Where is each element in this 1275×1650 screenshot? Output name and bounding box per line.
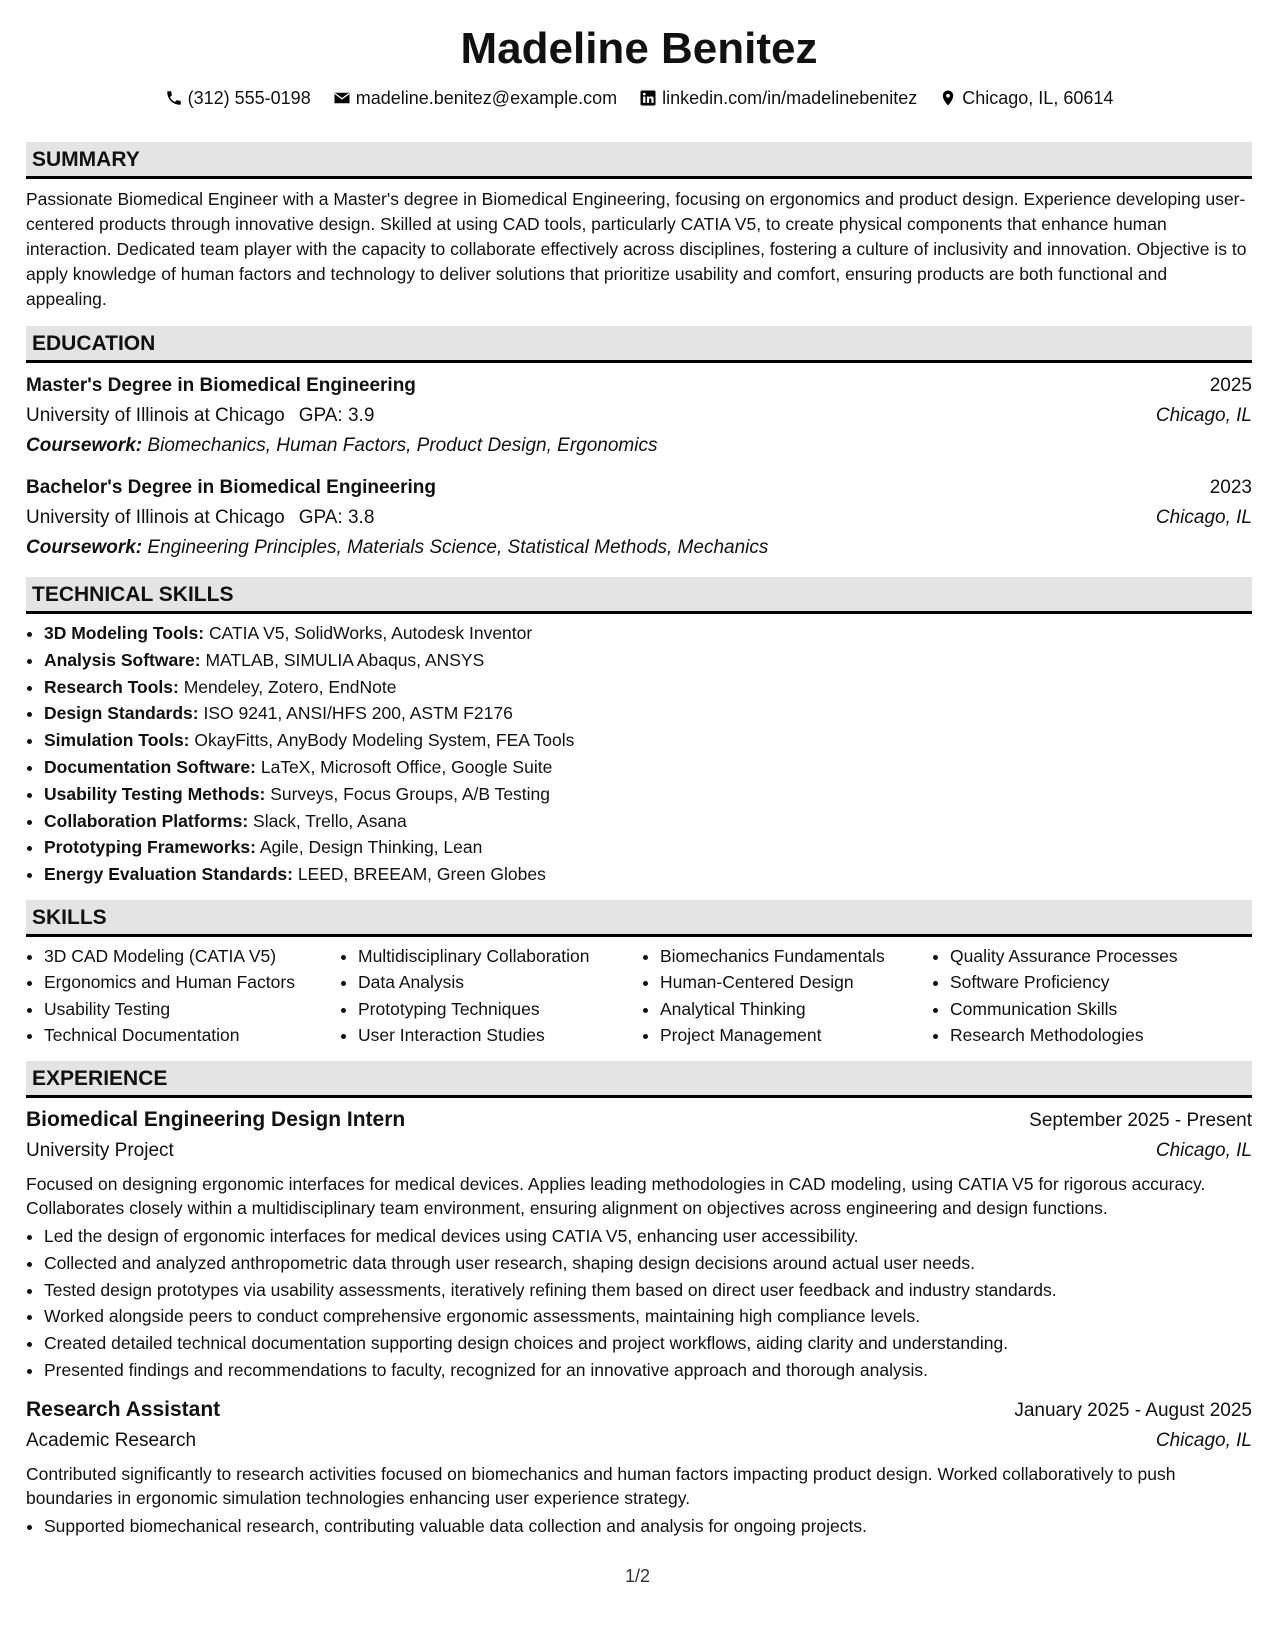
coursework	[26, 431, 1252, 461]
list-item	[44, 834, 1252, 861]
map-pin-icon	[939, 89, 957, 107]
skill-category: Research Tools:	[44, 676, 179, 697]
school-line	[26, 401, 374, 431]
skill-values: LaTeX, Microsoft Office, Google Suite	[255, 756, 553, 777]
skill-category: Collaboration Platforms:	[44, 810, 249, 831]
school-location: Chicago, IL	[1155, 507, 1252, 528]
list-item: • Ergonomics and Human Factors	[44, 969, 340, 996]
degree-year: 2023	[1209, 477, 1252, 498]
job-org: Academic Research	[26, 1429, 197, 1451]
degree-year: 2025	[1209, 375, 1252, 396]
skill-category: Usability Testing Methods:	[44, 783, 266, 804]
skill-values: Agile, Design Thinking, Lean	[255, 837, 483, 858]
experience-section	[26, 1061, 1252, 1540]
job-title: Biomedical Engineering Design Intern	[26, 1107, 406, 1131]
experience-entry	[26, 1394, 1252, 1540]
skill-values: CATIA V5, SolidWorks, Autodesk Inventor	[204, 623, 533, 643]
list-item: • Usability Testing	[44, 996, 340, 1023]
skill-category: 3D Modeling Tools:	[44, 623, 205, 643]
page-number: 1/2	[624, 1566, 651, 1586]
list-item: • Technical Documentation	[44, 1022, 340, 1049]
job-description: Contributed significantly to research activities focused on biomechanics and human factors impacting product design. Worked collaboratively to push boundaries in ergonomic simulation technologies enhancing user experience strategy.	[26, 1463, 1176, 1509]
education-entry	[26, 473, 1252, 563]
education-entry	[26, 371, 1252, 461]
skill-values: OkayFitts, AnyBody Modeling System, FEA Tools	[189, 730, 575, 751]
list-item: • Worked alongside peers to conduct comprehensive ergonomic assessments, maintaining high compliance levels.	[44, 1303, 1252, 1330]
contact-linkedin[interactable]	[639, 88, 917, 109]
list-item: • Quality Assurance Processes	[950, 943, 1250, 970]
linkedin-icon	[639, 89, 657, 107]
skill-category: Energy Evaluation Standards:	[44, 864, 293, 885]
list-item: • Created detailed technical documentation supporting design choices and project workflows, aiding clarity and understanding.	[44, 1330, 1252, 1357]
skill-values: Mendeley, Zotero, EndNote	[178, 676, 397, 697]
list-item: • Prototyping Techniques	[358, 996, 642, 1023]
summary-heading: SUMMARY	[26, 142, 1252, 179]
list-item: • Supported biomechanical research, contributing valuable data collection and analysis for ongoing projects.	[44, 1513, 1252, 1540]
contact-bar	[26, 86, 1252, 110]
candidate-name: Madeline Benitez	[460, 24, 818, 73]
coursework-label: Coursework:	[26, 537, 143, 558]
list-item: • Human-Centered Design	[660, 969, 932, 996]
coursework	[26, 533, 1252, 563]
skill-values: Slack, Trello, Asana	[248, 810, 407, 831]
envelope-icon	[333, 89, 351, 107]
list-item: • Biomechanics Fundamentals	[660, 943, 932, 970]
skills-grid	[26, 943, 1252, 1049]
list-item: • User Interaction Studies	[358, 1022, 642, 1049]
coursework-list: Engineering Principles, Materials Science, Statistical Methods, Mechanics	[142, 537, 769, 558]
job-dates: January 2025 - August 2025	[1014, 1399, 1252, 1421]
list-item: • Research Methodologies	[950, 1022, 1250, 1049]
contact-email[interactable]	[333, 88, 617, 109]
skills-column	[932, 943, 1250, 1049]
linkedin-text: linkedin.com/in/madelinebenitez	[662, 87, 918, 108]
contact-phone[interactable]	[165, 88, 311, 109]
list-item: • Collected and analyzed anthropometric data through user research, shaping design decisions around actual user needs.	[44, 1250, 1252, 1277]
job-bullets	[26, 1513, 1252, 1540]
summary-text: Passionate Biomedical Engineer with a Master's degree in Biomedical Engineering, focusing on ergonomics and product design. Experience developing user-centered products through innovative design. Skilled at using CAD tools, particularly CATIA V5, to create physical components that enhance human interaction. Dedicated team player with the capacity to collaborate effectively across disciplines, fostering a culture of inclusivity and innovation. Objective is to apply knowledge of human factors and technology to deliver solutions that prioritize usability and comfort, ensuring products are both functional and appealing.	[26, 189, 1247, 309]
skills-section	[26, 900, 1252, 1049]
technical-skills-list	[26, 620, 1252, 888]
resume-page	[26, 0, 1252, 1540]
list-item: • Analytical Thinking	[660, 996, 932, 1023]
education-heading: EDUCATION	[26, 326, 1252, 363]
list-item: • Led the design of ergonomic interfaces for medical devices using CATIA V5, enhancing user accessibility.	[44, 1223, 1252, 1250]
list-item	[44, 781, 1252, 808]
degree-title: Master's Degree in Biomedical Engineering	[26, 375, 416, 396]
list-item: • Software Proficiency	[950, 969, 1250, 996]
list-item	[44, 861, 1252, 888]
gpa: GPA: 3.8	[298, 507, 375, 528]
coursework-label: Coursework:	[26, 435, 143, 456]
school-name: University of Illinois at Chicago	[26, 405, 285, 426]
skills-heading: SKILLS	[26, 900, 1252, 937]
list-item: • Multidisciplinary Collaboration	[358, 943, 642, 970]
list-item	[44, 620, 1252, 647]
list-item	[44, 674, 1252, 701]
list-item	[44, 727, 1252, 754]
experience-heading: EXPERIENCE	[26, 1061, 1252, 1098]
school-line	[26, 503, 374, 533]
list-item	[44, 754, 1252, 781]
list-item: • Communication Skills	[950, 996, 1250, 1023]
job-title: Research Assistant	[26, 1397, 221, 1421]
list-item: • Project Management	[660, 1022, 932, 1049]
email-text: madeline.benitez@example.com	[355, 87, 618, 108]
job-location: Chicago, IL	[1155, 1429, 1252, 1451]
list-item: • Tested design prototypes via usability assessments, iteratively refining them based on direct user feedback and industry standards.	[44, 1277, 1252, 1304]
job-org: University Project	[26, 1139, 174, 1161]
education-section	[26, 326, 1252, 563]
job-location: Chicago, IL	[1155, 1139, 1252, 1161]
technical-skills-section	[26, 577, 1252, 888]
list-item: • Data Analysis	[358, 969, 642, 996]
experience-entry	[26, 1104, 1252, 1384]
school-location: Chicago, IL	[1155, 405, 1252, 426]
summary-section	[26, 142, 1252, 312]
skill-category: Prototyping Frameworks:	[44, 837, 256, 858]
coursework-list: Biomechanics, Human Factors, Product Design, Ergonomics	[142, 435, 658, 456]
skill-category: Design Standards:	[44, 703, 199, 724]
skills-column	[26, 943, 340, 1049]
contact-location	[939, 88, 1113, 109]
location-text: Chicago, IL, 60614	[962, 87, 1114, 108]
skill-values: Surveys, Focus Groups, A/B Testing	[265, 783, 551, 804]
job-bullets	[26, 1223, 1252, 1384]
skills-column	[642, 943, 932, 1049]
gpa: GPA: 3.9	[298, 405, 375, 426]
skill-category: Simulation Tools:	[44, 730, 190, 751]
skill-category: Documentation Software:	[44, 756, 256, 777]
list-item: • 3D CAD Modeling (CATIA V5)	[44, 943, 340, 970]
school-name: University of Illinois at Chicago	[26, 507, 285, 528]
skill-values: LEED, BREEAM, Green Globes	[292, 864, 546, 885]
skill-values: ISO 9241, ANSI/HFS 200, ASTM F2176	[198, 703, 513, 724]
job-description: Focused on designing ergonomic interfaces for medical devices. Applies leading methodologies in CAD modeling, using CATIA V5 for rigorous accuracy. Collaborates closely within a multidisciplinary team environment, ensuring alignment on objectives across engineering and design functions.	[26, 1173, 1206, 1219]
phone-text: (312) 555-0198	[187, 87, 311, 108]
list-item	[44, 700, 1252, 727]
technical-skills-heading: TECHNICAL SKILLS	[26, 577, 1252, 614]
list-item	[44, 647, 1252, 674]
phone-icon	[165, 89, 183, 107]
job-dates: September 2025 - Present	[1029, 1109, 1252, 1131]
list-item	[44, 808, 1252, 835]
skill-category: Analysis Software:	[44, 649, 201, 670]
list-item: • Presented findings and recommendations to faculty, recognized for an innovative approach and thorough analysis.	[44, 1357, 1252, 1384]
degree-title: Bachelor's Degree in Biomedical Engineering	[26, 477, 436, 498]
skills-column	[340, 943, 642, 1049]
skill-values: MATLAB, SIMULIA Abaqus, ANSYS	[200, 649, 485, 670]
